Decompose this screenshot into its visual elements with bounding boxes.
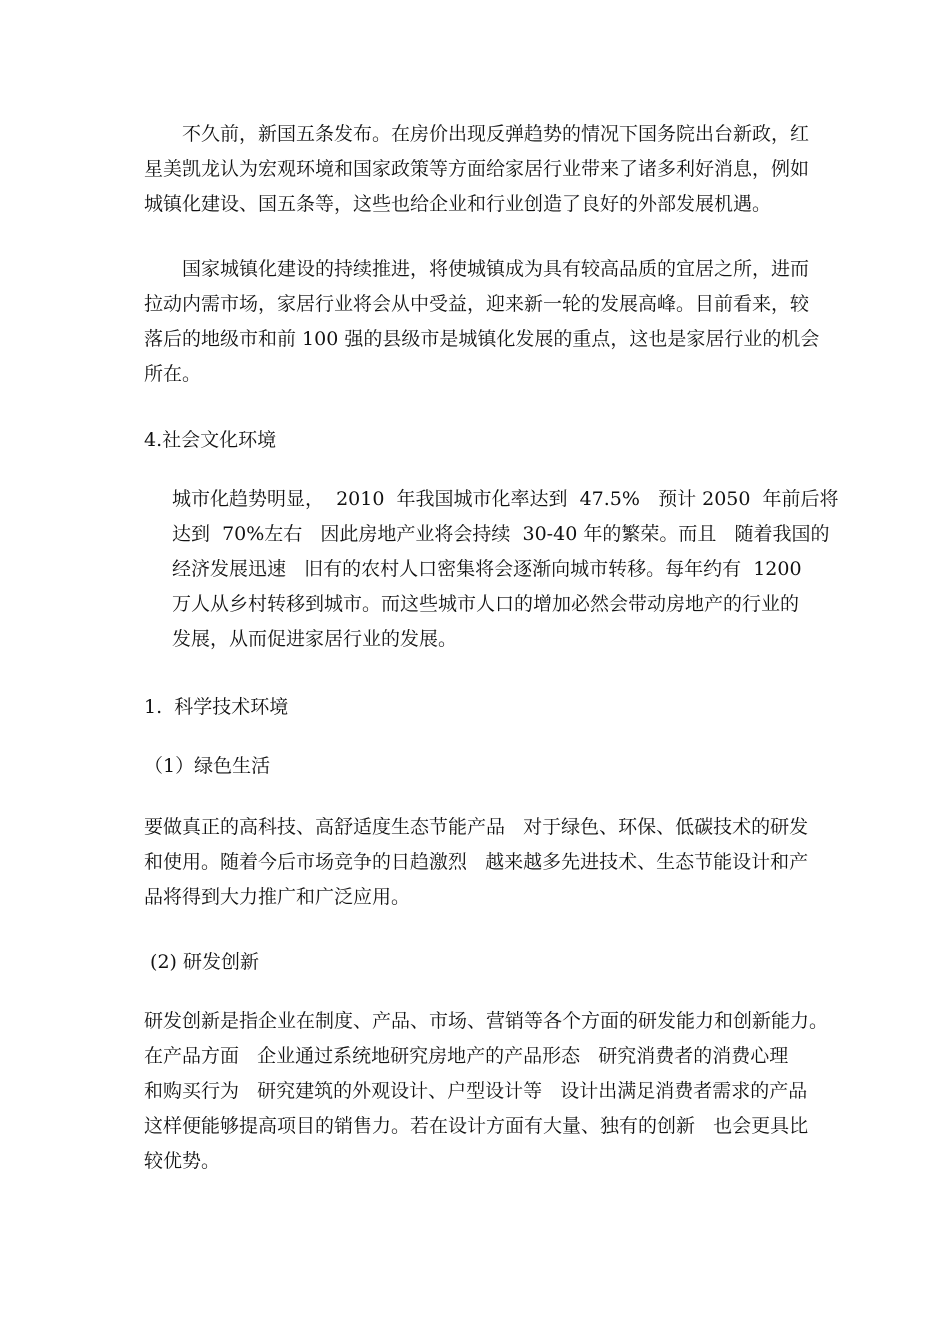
- text-line: 经济发展迅速 旧有的农村人口密集将会逐渐向城市转移。每年约有 1200: [172, 558, 802, 580]
- text-line: 落后的地级市和前 100 强的县级市是城镇化发展的重点，这也是家居行业的机会: [144, 328, 820, 350]
- text-line: 星美凯龙认为宏观环境和国家政策等方面给家居行业带来了诸多利好消息，例如: [144, 158, 810, 180]
- text-line: 不久前，新国五条发布。在房价出现反弹趋势的情况下国务院出台新政，红: [182, 123, 810, 145]
- text-line: 和使用。随着今后市场竞争的日趋激烈 越来越多先进技术、生态节能设计和产: [144, 851, 809, 873]
- text-line: 万人从乡村转移到城市。而这些城市人口的增加必然会带动房地产的行业的: [172, 593, 800, 615]
- heading-text: （1）绿色生活: [144, 755, 271, 777]
- heading-science-tech: [144, 690, 812, 725]
- heading-text: 4.社会文化环境: [144, 429, 277, 451]
- text-line: 这样便能够提高项目的销售力。若在设计方面有大量、独有的创新 也会更具比: [144, 1115, 809, 1137]
- text-line: 达到 70%左右 因此房地产业将会持续 30-40 年的繁荣。而且 随着我国的: [172, 523, 830, 545]
- heading-social-culture: [144, 423, 812, 458]
- text-line: 国家城镇化建设的持续推进，将使城镇成为具有较高品质的宜居之所，进而: [182, 258, 810, 280]
- text-line: 较优势。: [144, 1150, 221, 1172]
- text-line: 要做真正的高科技、高舒适度生态节能产品 对于绿色、环保、低碳技术的研发: [144, 816, 809, 838]
- paragraph-urbanization: [144, 252, 820, 392]
- text-line: 在产品方面 企业通过系统地研究房地产的产品形态 研究消费者的消费心理: [144, 1045, 789, 1067]
- heading-text: 1. 科学技术环境: [144, 696, 289, 718]
- paragraph-rd: [144, 1004, 829, 1179]
- text-line: 所在。: [144, 363, 202, 385]
- text-line: 研发创新是指企业在制度、产品、市场、营销等各个方面的研发能力和创新能力。: [144, 1010, 829, 1032]
- paragraph-policy: [144, 117, 812, 222]
- paragraph-green-tech: [144, 810, 812, 915]
- heading-green-life: [144, 749, 812, 784]
- heading-rd-innovation: [144, 945, 812, 980]
- heading-text: (2) 研发创新: [144, 951, 259, 973]
- text-line: 拉动内需市场，家居行业将会从中受益，迎来新一轮的发展高峰。目前看来，较: [144, 293, 810, 315]
- text-line: 城市化趋势明显， 2010 年我国城市化率达到 47.5% 预计 2050 年前后将: [172, 488, 839, 510]
- text-line: 和购买行为 研究建筑的外观设计、户型设计等 设计出满足消费者需求的产品: [144, 1080, 808, 1102]
- text-line: 城镇化建设、国五条等，这些也给企业和行业创造了良好的外部发展机遇。: [144, 193, 772, 215]
- paragraph-city-trend: [172, 482, 839, 657]
- text-line: 发展，从而促进家居行业的发展。: [172, 628, 458, 650]
- text-line: 品将得到大力推广和广泛应用。: [144, 886, 411, 908]
